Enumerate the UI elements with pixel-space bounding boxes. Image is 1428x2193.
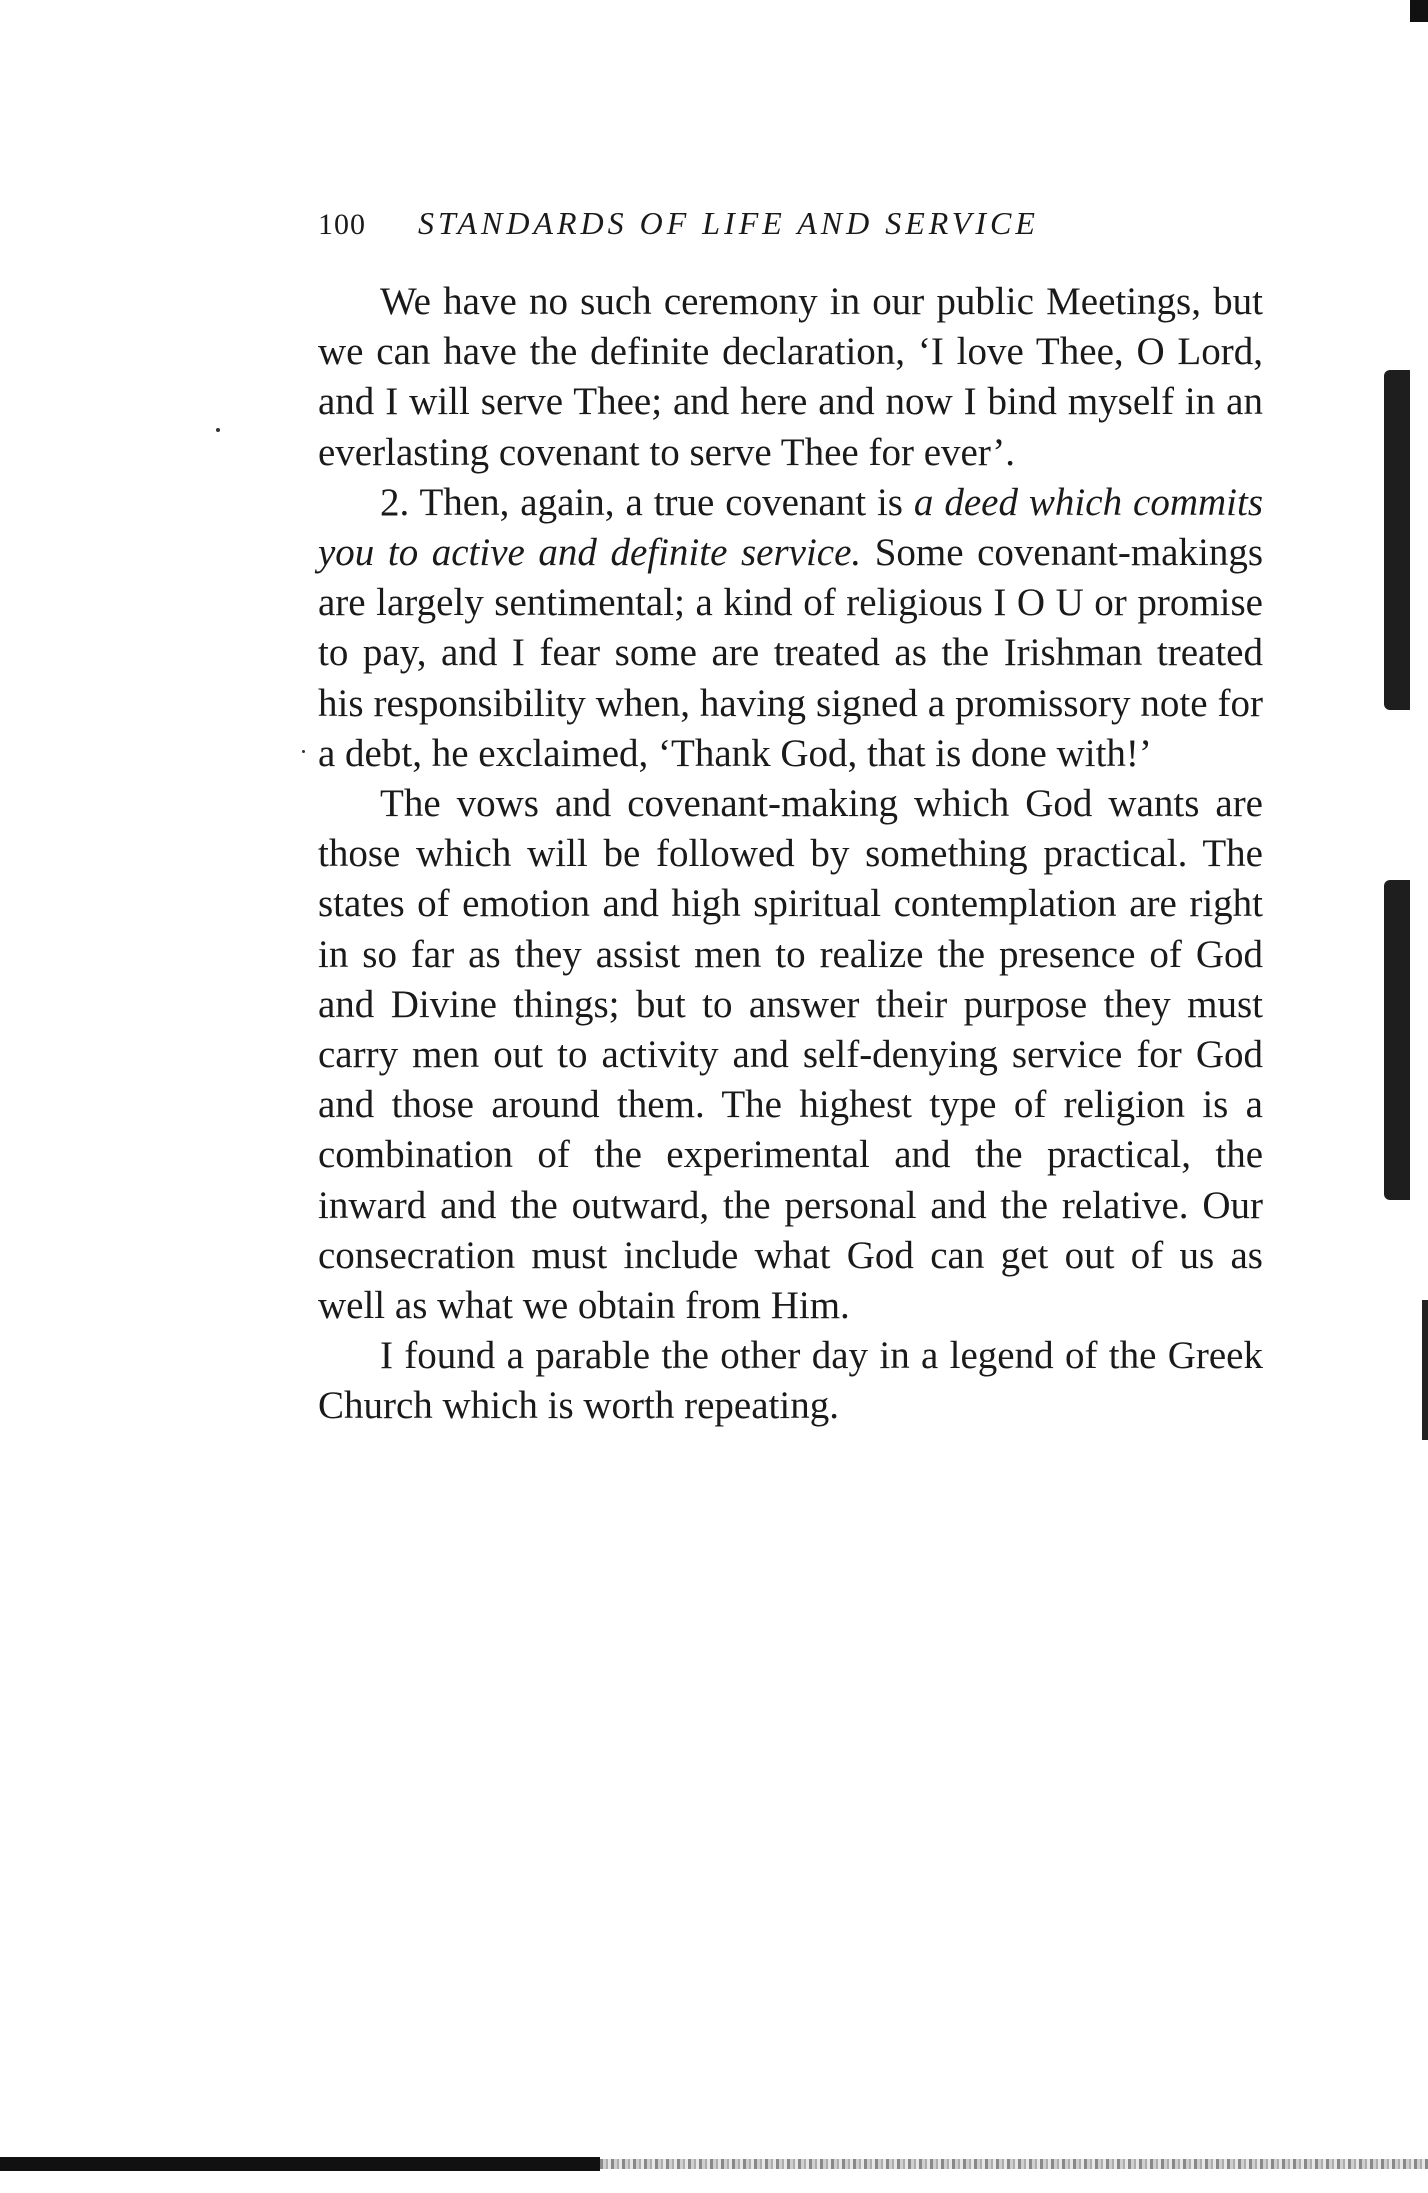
text-run: We have no such ceremony in our public Meetings, but we can have the definite declaration, ‘I love Thee, O Lord, and I will serve Thee; and here and now I bind myself in an everlasting covenant to serve Thee for ever’. [318,280,1263,474]
italic-run: a deed which commits you to active and definite service. [318,480,1263,575]
text-run: Some covenant-makings are largely sentimental; a kind of religious I O U or promise to pay, and I fear some are treated as the Irishman treated his responsibility when, having signed a promissory note for a debt, he exclaimed, ‘Thank God, that is done with!’ [318,531,1264,775]
running-title: STANDARDS OF LIFE AND SERVICE [418,205,1039,241]
paragraph [318,1331,1263,1431]
scan-noise-bottom [600,2159,1428,2169]
text-run: 2. Then, again, a true covenant is [380,480,914,524]
scan-shadow-corner [1410,0,1428,22]
scan-shadow-margin-lower [1384,880,1410,1200]
paragraph [318,779,1263,1331]
paragraph [318,277,1263,478]
scan-speck [216,428,220,432]
scan-edge-line [1422,1300,1428,1440]
text-run: I found a parable the other day in a legend of the Greek Church which is worth repeating. [318,1334,1263,1428]
scan-shadow-bottom [0,2157,600,2171]
text-run: The vows and covenant-making which God wants are those which will be followed by something practical. The states of emotion and high spiritual contemplation are right in so far as they assist men to realize the presence of God and Divine things; but to answer their purpose they must carry men out to activity and self-denying service for God and those around them. The highest type of religion is a combination of the experimental and the practical, the inward and the outward, the personal and the relative. Our consecration must include what God can get out of us as well as what we obtain from Him. [318,782,1263,1328]
page-number: 100 [318,208,366,241]
scan-shadow-margin-upper [1384,370,1410,710]
scan-speck [302,750,305,753]
page-header [318,205,1268,242]
paragraph [318,478,1263,779]
body-text [318,277,1263,1432]
